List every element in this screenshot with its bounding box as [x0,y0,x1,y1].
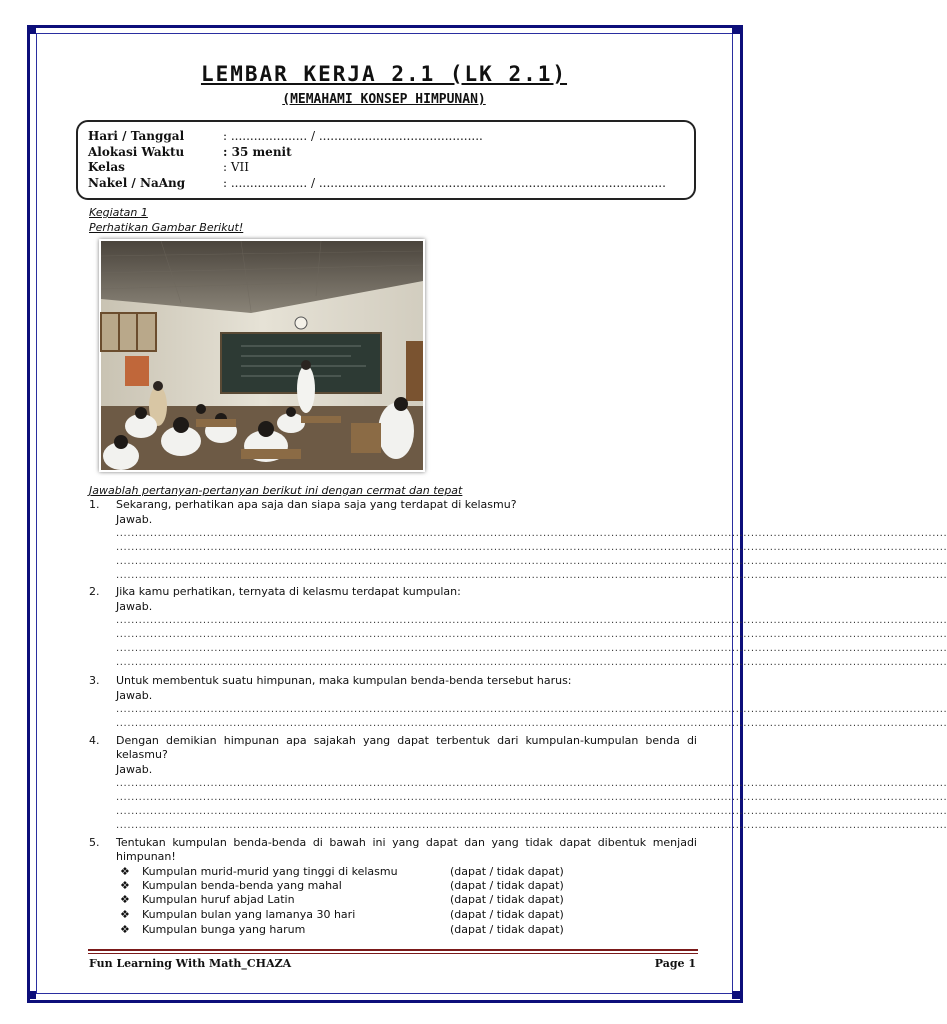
q5-item-text: Kumpulan huruf abjad Latin [142,893,295,906]
answer-line[interactable]: ............................................................................................................................................................................................................................ [116,570,947,581]
page-subtitle: (MEMAHAMI KONSEP HIMPUNAN) [282,92,486,107]
answer-line[interactable]: ............................................................................................................................................................................................................................ [116,615,947,626]
q5-item-text: Kumpulan benda-benda yang mahal [142,879,342,892]
page-number: Page 1 [654,957,696,970]
answer-line[interactable]: ............................................................................................................................................................................................................................ [116,820,947,831]
diamond-bullet-icon: ❖ [120,865,130,878]
q5-item-option[interactable]: (dapat / tidak dapat) [450,923,564,936]
info-value: : 35 menit [223,145,292,159]
answer-line[interactable]: ............................................................................................................................................................................................................................ [116,629,947,640]
diamond-bullet-icon: ❖ [120,893,130,906]
answer-line[interactable]: ............................................................................................................................................................................................................................ [116,704,947,715]
frame-corner [732,26,740,34]
answer-line[interactable]: ............................................................................................................................................................................................................................ [116,792,947,803]
diamond-bullet-icon: ❖ [120,923,130,936]
answer-label: Jawab. [116,600,153,613]
info-value: : VII [223,160,250,174]
info-value: : .................... / ........................................... [223,129,483,143]
footer-rule [88,953,698,954]
q5-item-text: Kumpulan bunga yang harum [142,923,306,936]
answer-line[interactable]: ............................................................................................................................................................................................................................ [116,806,947,817]
info-value: : .................... / ........................................................................................... [223,176,666,190]
question-text: Tentukan kumpulan benda-benda di bawah ini yang dapat dan yang tidak dapat dibentuk menjadi himpunan! [116,836,697,863]
frame-corner [28,26,36,34]
answer-line[interactable]: ............................................................................................................................................................................................................................ [116,643,947,654]
info-label: Nakel / NaAng [88,176,186,190]
diamond-bullet-icon: ❖ [120,908,130,921]
page-title: LEMBAR KERJA 2.1 (LK 2.1) [200,62,568,86]
question-text: Dengan demikian himpunan apa sajakah yang dapat terbentuk dari kumpulan-kumpulan benda di kelasmu? [116,734,697,761]
diamond-bullet-icon: ❖ [120,879,130,892]
frame-corner [732,991,740,999]
answer-line[interactable]: ............................................................................................................................................................................................................................ [116,718,947,729]
q5-item-option[interactable]: (dapat / tidak dapat) [450,865,564,878]
q5-item-option[interactable]: (dapat / tidak dapat) [450,879,564,892]
info-label: Kelas [88,160,125,174]
question-text: Untuk membentuk suatu himpunan, maka kumpulan benda-benda tersebut harus: [116,674,572,687]
question-number: 1. [89,498,100,511]
question-number: 4. [89,734,100,747]
answer-label: Jawab. [116,689,153,702]
question-text: Sekarang, perhatikan apa saja dan siapa saja yang terdapat di kelasmu? [116,498,517,511]
activity-instruction: Perhatikan Gambar Berikut! [89,221,244,234]
q5-item-text: Kumpulan murid-murid yang tinggi di kelasmu [142,865,398,878]
question-number: 2. [89,585,100,598]
answer-line[interactable]: ............................................................................................................................................................................................................................ [116,556,947,567]
classroom-illustration [101,241,423,470]
answer-label: Jawab. [116,513,153,526]
frame-corner [28,991,36,999]
activity-heading: Kegiatan 1 [89,206,148,219]
classroom-photo [99,239,425,472]
question-text: Jika kamu perhatikan, ternyata di kelasmu terdapat kumpulan: [116,585,461,598]
info-label: Hari / Tanggal [88,129,185,143]
questions-heading: Jawablah pertanyan-pertanyan berikut ini dengan cermat dan tepat [89,484,463,497]
footer-text: Fun Learning With Math_CHAZA [89,957,292,970]
info-label: Alokasi Waktu [88,145,185,159]
answer-label: Jawab. [116,763,153,776]
answer-line[interactable]: ............................................................................................................................................................................................................................ [116,778,947,789]
answer-line[interactable]: ............................................................................................................................................................................................................................ [116,657,947,668]
q5-item-text: Kumpulan bulan yang lamanya 30 hari [142,908,356,921]
question-number: 3. [89,674,100,687]
footer-rule [88,949,698,951]
answer-line[interactable]: ............................................................................................................................................................................................................................ [116,542,947,553]
q5-item-option[interactable]: (dapat / tidak dapat) [450,893,564,906]
answer-line[interactable]: ............................................................................................................................................................................................................................ [116,528,947,539]
question-number: 5. [89,836,100,849]
q5-item-option[interactable]: (dapat / tidak dapat) [450,908,564,921]
